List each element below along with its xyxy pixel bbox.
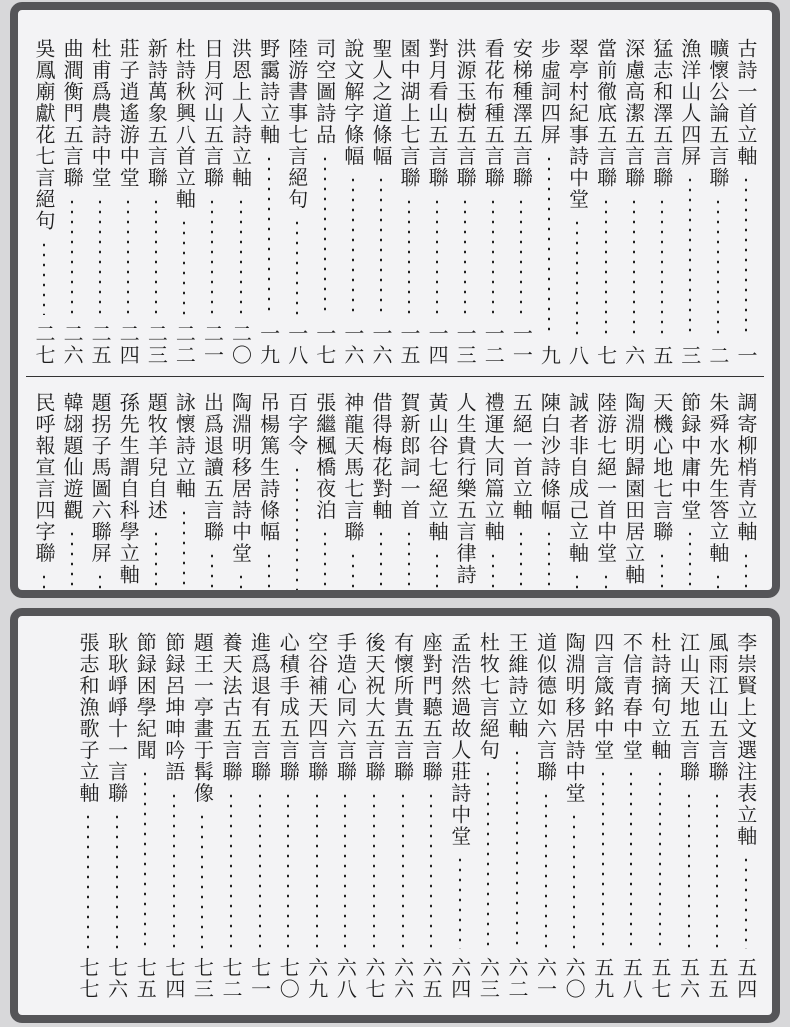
leader-dots: [183, 218, 185, 315]
toc-entry-title: 題牧羊兒自述: [144, 392, 169, 521]
toc-entry-title: 節録中庸中堂: [677, 392, 702, 521]
leader-dots: [633, 197, 635, 337]
leader-dots: [661, 197, 663, 337]
toc-entry-title: 人生貴行樂五言律詩: [453, 392, 478, 586]
toc-entry-page-number: 七〇: [276, 957, 301, 1000]
toc-entry-title: 古詩一首立軸: [733, 38, 758, 167]
toc-entry-page-number: 六八: [333, 957, 358, 1000]
toc-entry-title: 安梯種澤五言聯: [509, 38, 534, 189]
toc-entry[interactable]: [217, 632, 246, 1000]
leader-dots: [459, 855, 461, 949]
leader-dots: [211, 551, 213, 595]
toc-entry[interactable]: [646, 632, 675, 1000]
toc-entry[interactable]: [479, 392, 507, 598]
leader-dots: [408, 197, 410, 316]
leader-dots: [464, 594, 466, 595]
leader-dots: [717, 572, 719, 594]
toc-entry[interactable]: [339, 38, 367, 366]
toc-entry[interactable]: [274, 632, 303, 1000]
toc-entry-title: 日月河山五言聯: [200, 38, 225, 189]
toc-entry-page-number: 六四: [447, 957, 472, 1000]
toc-entry-title: 司空圖詩品: [312, 38, 337, 146]
toc-entry[interactable]: [732, 38, 760, 366]
toc-entry[interactable]: [227, 38, 255, 366]
toc-entry-title: 有懷所貴五言聯: [390, 632, 415, 783]
toc-entry[interactable]: [367, 38, 395, 366]
toc-entry[interactable]: [198, 38, 226, 366]
leader-dots: [155, 529, 157, 594]
leader-dots: [576, 218, 578, 337]
leader-dots: [324, 529, 326, 594]
toc-entry-page-number: 五六: [676, 957, 701, 1000]
toc-entry-page-number: 七六: [104, 957, 129, 1000]
toc-entry-title: 杜詩秋興八首立軸: [172, 38, 197, 210]
toc-entry-page-number: 七二: [219, 957, 244, 1000]
leader-dots: [402, 791, 404, 950]
toc-entry-page-number: 一四: [425, 323, 450, 366]
toc-entry-title: 座對門聽五言聯: [419, 632, 444, 783]
toc-entry-page-number: 二五: [88, 323, 113, 366]
toc-entry-page-number: 六三: [476, 957, 501, 1000]
toc-entry[interactable]: [395, 392, 423, 598]
leader-dots: [487, 769, 489, 949]
toc-entry-page-number: 八: [565, 344, 590, 366]
toc-entry-page-number: 一六: [340, 323, 365, 366]
leader-dots: [745, 855, 747, 949]
leader-dots: [259, 791, 261, 950]
toc-entry-title: 五絕一首立軸: [509, 392, 534, 521]
toc-entry-title: 孟浩然過故人莊詩中堂: [447, 632, 472, 847]
toc-entry-page-number: 二七: [32, 323, 56, 366]
toc-entry[interactable]: [303, 632, 332, 1000]
leader-dots: [464, 197, 466, 316]
toc-entry-title: 猛志和澤五言聯: [649, 38, 674, 189]
toc-entry-title: 陳白沙詩條幅: [537, 392, 562, 521]
toc-entry-title: 進爲退有五言聯: [247, 632, 272, 783]
leader-dots: [492, 197, 494, 316]
toc-entry-title: 杜牧七言絕句: [476, 632, 501, 761]
toc-entry[interactable]: [283, 392, 311, 598]
toc-entry-title: 說文解字條幅: [340, 38, 365, 167]
leader-dots: [745, 175, 747, 337]
toc-entry[interactable]: [731, 632, 760, 1000]
toc-entry[interactable]: [388, 632, 417, 1000]
toc-entry-title: 韓翃題仙遊觀: [60, 392, 85, 521]
toc-entry-page-number: 七七: [76, 957, 101, 1000]
toc-entry-page-number: 七: [593, 344, 618, 366]
toc-entry[interactable]: [74, 632, 103, 1000]
leader-dots: [605, 572, 607, 594]
leader-dots: [43, 240, 45, 316]
toc-entry-title: 對月看山五言聯: [425, 38, 450, 189]
toc-entry-page-number: 一一: [509, 323, 534, 366]
toc-entry[interactable]: [423, 38, 451, 366]
toc-entry[interactable]: [188, 632, 217, 1000]
leader-dots: [380, 175, 382, 315]
toc-entry-title: 陸游七絕一首中堂: [593, 392, 618, 564]
leader-dots: [688, 791, 690, 950]
toc-entry-title: 空谷補天四言聯: [304, 632, 329, 783]
toc-entry[interactable]: [142, 392, 170, 598]
toc-entry[interactable]: [588, 632, 617, 1000]
toc-entry-title: 曠懷公論五言聯: [705, 38, 730, 189]
toc-entry-page-number: 一九: [256, 323, 281, 366]
toc-entry-page-number: 五七: [647, 957, 672, 1000]
leader-dots: [211, 197, 213, 316]
toc-entry-title: 題王一亭畫于髯像: [190, 632, 215, 804]
leader-dots: [99, 572, 101, 594]
toc-entry[interactable]: [592, 392, 620, 598]
toc-entry-page-number: 九: [537, 344, 562, 366]
toc-entry-title: 百字令: [284, 392, 309, 457]
toc-entry-title: 聖人之道條幅: [368, 38, 393, 167]
toc-lower-block: [30, 392, 760, 598]
toc-entry-title: 吳鳳廟獻花七言絕句: [32, 38, 56, 232]
leader-dots: [352, 551, 354, 595]
toc-entry-title: 節録呂坤呻吟語: [161, 632, 186, 783]
leader-dots: [373, 791, 375, 950]
leader-dots: [548, 529, 550, 594]
leader-dots: [633, 594, 635, 595]
toc-entry[interactable]: [170, 392, 198, 598]
toc-entry-page-number: 二一: [200, 323, 225, 366]
toc-entry-title: 陶淵明移居詩中堂: [228, 392, 253, 564]
leader-dots: [183, 508, 185, 595]
toc-entry[interactable]: [451, 392, 479, 598]
toc-entry-page-number: 五四: [733, 957, 758, 1000]
toc-entry-title: 民呼報宣言四字聯: [32, 392, 56, 564]
toc-entry-title: 洪源玉樹五言聯: [453, 38, 478, 189]
toc-entry[interactable]: [531, 632, 560, 1000]
leader-dots: [201, 812, 203, 949]
leader-dots: [716, 791, 718, 950]
toc-entry-title: 耿耿崢崢十一言聯: [104, 632, 129, 804]
toc-entry-page-number: 六二: [504, 957, 529, 1000]
leader-dots: [316, 791, 318, 950]
toc-entry-title: 風雨江山五言聯: [705, 632, 730, 783]
toc-entry[interactable]: [30, 38, 58, 366]
toc-entry[interactable]: [283, 38, 311, 366]
toc-entry-title: 詠懷詩立軸: [172, 392, 197, 500]
toc-entry[interactable]: [474, 632, 503, 1000]
toc-entry-page-number: 六七: [361, 957, 386, 1000]
toc-entry[interactable]: [563, 392, 591, 598]
leader-dots: [240, 197, 242, 316]
toc-entry-title: 莊子逍遙游中堂: [116, 38, 141, 189]
toc-entry-page-number: 七四: [161, 957, 186, 1000]
toc-entry[interactable]: [160, 632, 189, 1000]
leader-dots: [436, 197, 438, 316]
toc-entry-page-number: 七五: [133, 957, 158, 1000]
leader-dots: [324, 154, 326, 316]
toc-entry[interactable]: [507, 38, 535, 366]
leader-dots: [71, 197, 73, 316]
toc-entry[interactable]: [331, 632, 360, 1000]
toc-entry-title: 杜甫爲農詩中堂: [88, 38, 113, 189]
toc-entry-title: 王維詩立軸: [504, 632, 529, 740]
toc-entry[interactable]: [648, 392, 676, 598]
leader-dots: [516, 748, 518, 950]
toc-block: [30, 632, 760, 1000]
leader-dots: [745, 551, 747, 595]
toc-entry-title: 神龍天馬七言聯: [340, 392, 365, 543]
leader-dots: [520, 197, 522, 316]
toc-entry[interactable]: [198, 392, 226, 598]
toc-entry-title: 步虛詞四屏: [537, 38, 562, 146]
toc-entry-title: 曲澗衡門五言聯: [60, 38, 85, 189]
toc-entry[interactable]: [563, 38, 591, 366]
toc-entry[interactable]: [704, 38, 732, 366]
toc-entry[interactable]: [114, 392, 142, 598]
toc-entry-page-number: 七三: [190, 957, 215, 1000]
toc-entry-title: 野靄詩立軸: [256, 38, 281, 146]
toc-entry-title: 手造心同六言聯: [333, 632, 358, 783]
toc-entry-title: 吊楊篤生詩條幅: [256, 392, 281, 543]
toc-entry[interactable]: [620, 392, 648, 598]
toc-entry[interactable]: [535, 38, 563, 366]
toc-entry-title: 四言箴銘中堂: [590, 632, 615, 761]
toc-entry[interactable]: [30, 392, 58, 598]
toc-entry-page-number: 六五: [419, 957, 444, 1000]
toc-entry-title: 陸游書事七言絕句: [284, 38, 309, 210]
leader-dots: [576, 572, 578, 594]
leader-dots: [296, 465, 298, 595]
toc-entry[interactable]: [245, 632, 274, 1000]
toc-entry-title: 園中湖上七言聯: [397, 38, 422, 189]
toc-entry-title: 調寄柳梢青立軸: [733, 392, 758, 543]
toc-entry-title: 陶淵明移居詩中堂: [562, 632, 587, 804]
toc-entry-page-number: 一七: [312, 323, 337, 366]
leader-dots: [605, 197, 607, 337]
leader-dots: [436, 551, 438, 595]
toc-entry[interactable]: [674, 632, 703, 1000]
toc-entry-title: 養天法古五言聯: [219, 632, 244, 783]
toc-entry[interactable]: [703, 632, 732, 1000]
toc-entry-title: 新詩萬象五言聯: [144, 38, 169, 189]
toc-entry-page-number: 五八: [619, 957, 644, 1000]
toc-entry-title: 節録困學紀聞: [133, 632, 158, 761]
toc-entry[interactable]: [423, 392, 451, 598]
leader-dots: [87, 812, 89, 949]
toc-entry-page-number: 六: [621, 344, 646, 366]
toc-entry[interactable]: [170, 38, 198, 366]
leader-dots: [240, 572, 242, 594]
leader-dots: [689, 529, 691, 594]
toc-entry[interactable]: [617, 632, 646, 1000]
toc-entry-title: 翠亭村紀事詩中堂: [565, 38, 590, 210]
leader-dots: [659, 769, 661, 949]
toc-entry[interactable]: [255, 392, 283, 598]
toc-entry-title: 心積手成五言聯: [276, 632, 301, 783]
toc-page-bottom: [10, 608, 780, 1023]
leader-dots: [408, 529, 410, 594]
toc-entry[interactable]: [142, 38, 170, 366]
toc-entry-title: 朱舜水先生答立軸: [705, 392, 730, 564]
toc-entry[interactable]: [648, 38, 676, 366]
toc-entry-title: 出爲退讀五言聯: [200, 392, 225, 543]
toc-entry[interactable]: [560, 632, 589, 1000]
toc-entry-title: 張志和漁歌子立軸: [76, 632, 101, 804]
leader-dots: [602, 769, 604, 949]
toc-entry[interactable]: [86, 38, 114, 366]
leader-dots: [352, 175, 354, 315]
toc-entry-title: 張繼楓橋夜泊: [312, 392, 337, 521]
toc-entry-title: 賀新郎詞一首: [397, 392, 422, 521]
leader-dots: [689, 175, 691, 337]
toc-entry-page-number: 六六: [390, 957, 415, 1000]
toc-entry-title: 禮運大同篇立軸: [481, 392, 506, 543]
toc-entry-title: 深慮高潔五言聯: [621, 38, 646, 189]
toc-entry-title: 李崇賢上文選注表立軸: [733, 632, 758, 847]
toc-entry[interactable]: [367, 392, 395, 598]
toc-entry-page-number: 一二: [481, 323, 506, 366]
leader-dots: [380, 529, 382, 594]
leader-dots: [127, 197, 129, 316]
toc-entry[interactable]: [58, 392, 86, 598]
toc-entry[interactable]: [339, 392, 367, 598]
leader-dots: [520, 529, 522, 594]
toc-entry-page-number: 五: [649, 344, 674, 366]
leader-dots: [99, 197, 101, 316]
toc-entry[interactable]: [311, 38, 339, 366]
leader-dots: [296, 218, 298, 315]
leader-dots: [492, 551, 494, 595]
toc-entry[interactable]: [227, 392, 255, 598]
toc-entry[interactable]: [479, 38, 507, 366]
leader-dots: [144, 769, 146, 949]
leader-dots: [573, 812, 575, 949]
toc-entry[interactable]: [676, 38, 704, 366]
leader-dots: [155, 197, 157, 316]
toc-entry[interactable]: [507, 392, 535, 598]
leader-dots: [661, 551, 663, 595]
toc-entry-title: 陶淵明歸園田居立軸: [621, 392, 646, 586]
leader-dots: [116, 812, 118, 949]
leader-dots: [43, 572, 45, 594]
toc-entry-page-number: 七一: [247, 957, 272, 1000]
leader-dots: [268, 551, 270, 595]
toc-entry-title: 道似德如六言聯: [533, 632, 558, 783]
leader-dots: [268, 154, 270, 316]
toc-entry-title: 看花布種五言聯: [481, 38, 506, 189]
toc-entry-page-number: 六九: [304, 957, 329, 1000]
toc-entry-page-number: 三: [677, 344, 702, 366]
toc-entry-title: 漁洋山人四屏: [677, 38, 702, 167]
toc-entry[interactable]: [255, 38, 283, 366]
toc-entry[interactable]: [58, 38, 86, 366]
toc-entry-title: 當前徹底五言聯: [593, 38, 618, 189]
toc-entry-title: 題拐子馬圖六聯屏: [88, 392, 113, 564]
toc-entry[interactable]: [102, 632, 131, 1000]
toc-entry[interactable]: [86, 392, 114, 598]
toc-entry[interactable]: [114, 38, 142, 366]
toc-entry-page-number: 一八: [284, 323, 309, 366]
toc-entry-title: 後天祝大五言聯: [361, 632, 386, 783]
toc-upper-block: [30, 38, 760, 366]
toc-entry-page-number: 二六: [60, 323, 85, 366]
leader-dots: [230, 791, 232, 950]
leader-dots: [287, 791, 289, 950]
toc-entry[interactable]: [620, 38, 648, 366]
toc-entry-page-number: 六〇: [562, 957, 587, 1000]
toc-entry-title: 黃山谷七絕立軸: [425, 392, 450, 543]
toc-entry-page-number: 五九: [590, 957, 615, 1000]
toc-entry-title: 誠者非自成己立軸: [565, 392, 590, 564]
toc-entry[interactable]: [592, 38, 620, 366]
leader-dots: [344, 791, 346, 950]
toc-entry-page-number: 一五: [397, 323, 422, 366]
leader-dots: [430, 791, 432, 950]
toc-entry[interactable]: [395, 38, 423, 366]
toc-entry-title: 杜詩摘句立軸: [647, 632, 672, 761]
leader-dots: [71, 529, 73, 594]
toc-entry[interactable]: [535, 392, 563, 598]
toc-entry-page-number: 一六: [368, 323, 393, 366]
toc-entry-title: 孫先生謂自科學立軸: [116, 392, 141, 586]
toc-entry-page-number: 六一: [533, 957, 558, 1000]
toc-entry-page-number: 二四: [116, 323, 141, 366]
toc-entry-page-number: 五五: [705, 957, 730, 1000]
toc-entry-title: 江山天地五言聯: [676, 632, 701, 783]
toc-entry-title: 天機心地七言聯: [649, 392, 674, 543]
toc-entry-page-number: 二二: [172, 323, 197, 366]
toc-page-top: [10, 2, 780, 598]
toc-entry[interactable]: [311, 392, 339, 598]
toc-entry-page-number: 一三: [453, 323, 478, 366]
toc-entry[interactable]: [704, 392, 732, 598]
leader-dots: [127, 594, 129, 595]
leader-dots: [173, 791, 175, 950]
toc-entry[interactable]: [732, 392, 760, 598]
leader-dots: [545, 791, 547, 950]
toc-entry-title: 不信青春中堂: [619, 632, 644, 761]
toc-entry-page-number: 一: [733, 344, 758, 366]
toc-entry[interactable]: [503, 632, 532, 1000]
leader-dots: [548, 154, 550, 337]
toc-entry-title: 借得梅花對軸: [368, 392, 393, 521]
toc-entry[interactable]: [451, 38, 479, 366]
leader-dots: [630, 769, 632, 949]
toc-entry[interactable]: [360, 632, 389, 1000]
toc-entry-page-number: 二: [705, 344, 730, 366]
leader-dots: [717, 197, 719, 337]
divider-line: [26, 376, 764, 377]
toc-entry[interactable]: [676, 392, 704, 598]
toc-entry-page-number: 二〇: [228, 323, 253, 366]
toc-entry-page-number: 二三: [144, 323, 169, 366]
toc-entry[interactable]: [131, 632, 160, 1000]
toc-entry[interactable]: [445, 632, 474, 1000]
toc-entry[interactable]: [417, 632, 446, 1000]
toc-entry-title: 洪恩上人詩立軸: [228, 38, 253, 189]
